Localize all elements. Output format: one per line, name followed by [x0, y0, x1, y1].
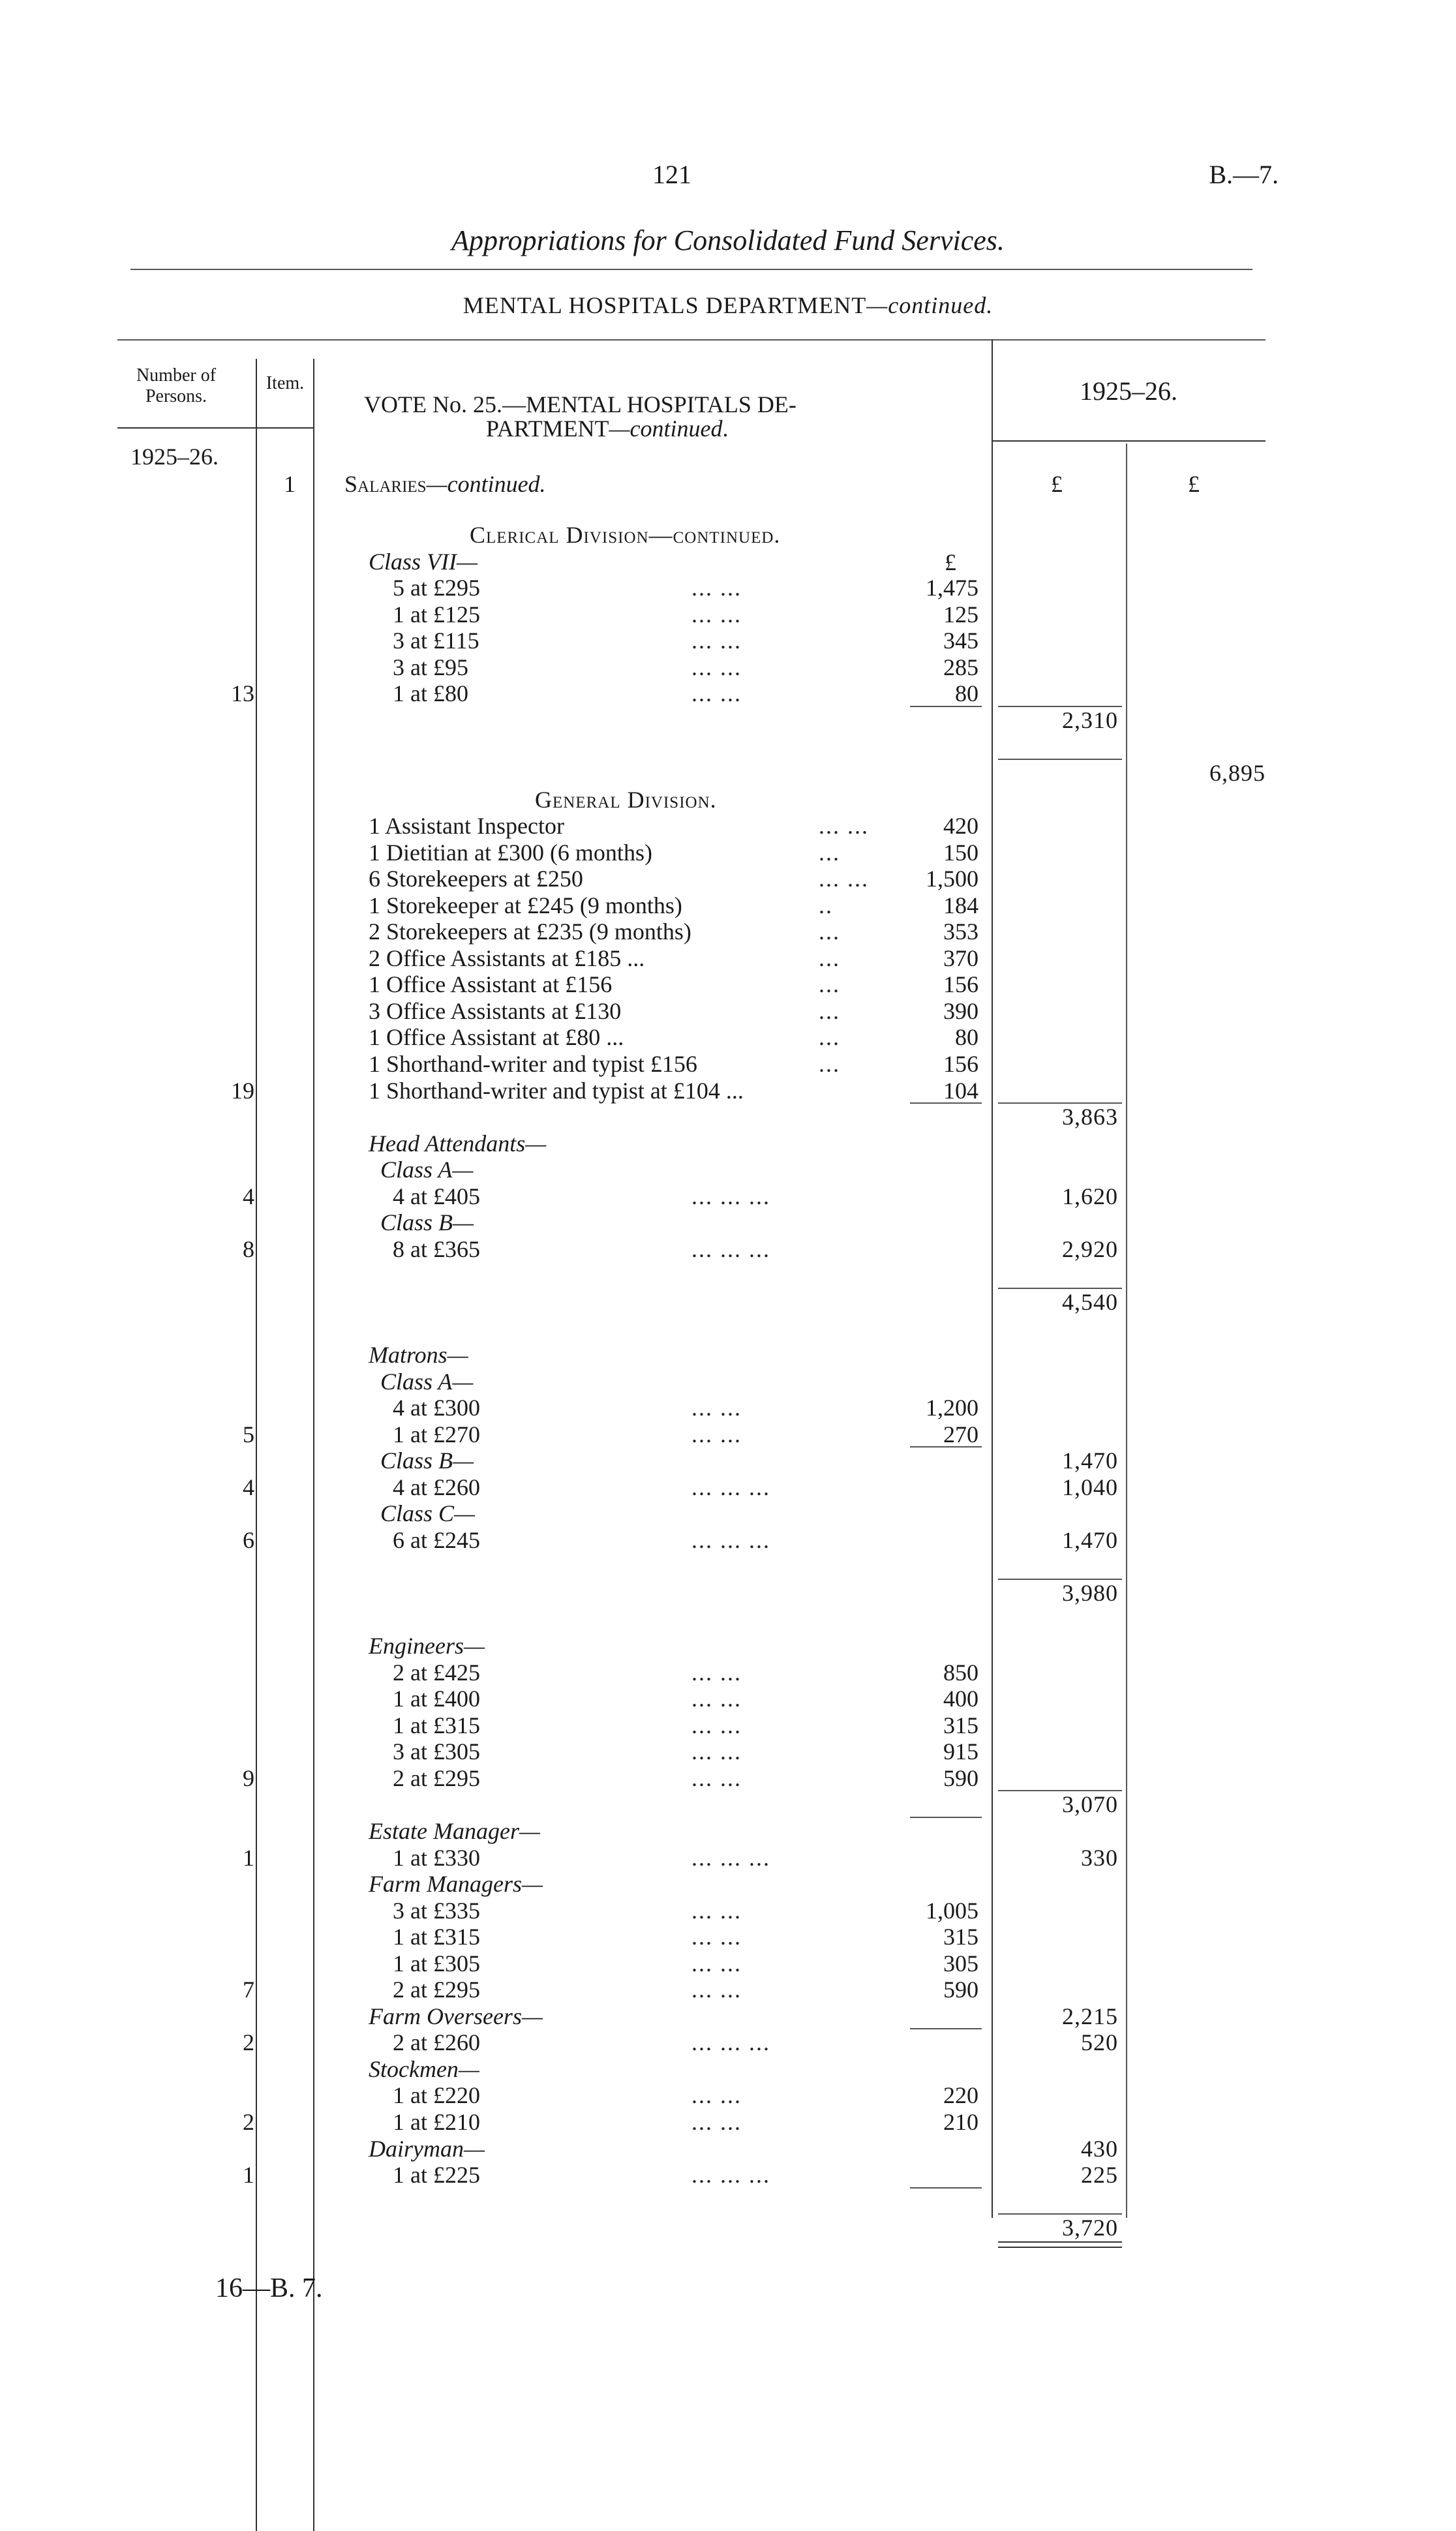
leader-dots: ... ...	[691, 1686, 742, 1712]
rate-entry: 1 at £305	[393, 1950, 480, 1977]
department-name: MENTAL HOSPITALS DEPARTMENT	[463, 292, 867, 318]
group-heading: Stockmen—	[369, 2055, 479, 2082]
persons-count: 13	[231, 680, 254, 707]
detail-amount: 345	[943, 628, 978, 654]
title-rule	[130, 269, 1252, 270]
persons-count: 2	[243, 2109, 254, 2135]
leader-dots: ... ...	[691, 2109, 742, 2135]
table-row	[0, 813, 1456, 839]
page-footer: 16—B. 7.	[215, 2273, 323, 2303]
leader-dots: ... ... ...	[691, 2162, 770, 2189]
rate-entry: 1 at £125	[393, 601, 480, 628]
subtotal-amount: 1,040	[1062, 1474, 1118, 1500]
group-heading: Matrons—	[369, 1342, 468, 1369]
total-rule	[998, 1288, 1122, 1289]
leader-dots: ... ... ...	[691, 1844, 770, 1871]
table-row	[0, 1633, 1456, 1659]
table-row	[0, 840, 1456, 866]
rate-entry: 2 at £295	[393, 1765, 480, 1791]
class-heading: Class VII—	[369, 548, 478, 575]
detail-amount: 1,200	[926, 1395, 978, 1421]
final-total-rule	[998, 2241, 1122, 2243]
subtotal-amount: 2,920	[1062, 1235, 1118, 1262]
vote-title-line-2	[486, 416, 729, 442]
group-heading: Dairyman—	[369, 2135, 485, 2162]
subtotal-amount: 1,620	[1062, 1183, 1118, 1209]
detail-amount: 315	[943, 1712, 978, 1738]
subtotal-amount: 4,540	[1062, 1288, 1118, 1315]
staff-entry: 1 Storekeeper at £245 (9 months)	[369, 892, 682, 918]
rate-entry: 2 at £425	[393, 1659, 480, 1686]
leader-dots: ...	[819, 918, 840, 945]
table-row	[0, 1342, 1456, 1368]
table-row	[0, 654, 1456, 680]
rate-entry: 1 at £220	[393, 2082, 480, 2109]
group-heading: Estate Manager—	[369, 1817, 540, 1844]
table-row	[0, 1421, 1456, 1447]
header-rule-right	[992, 440, 1266, 442]
table-row	[0, 2003, 1456, 2029]
detail-amount: 315	[943, 1924, 978, 1950]
column-sum-rule	[910, 2187, 982, 2189]
subtotal-amount: 2,215	[1062, 2003, 1118, 2029]
staff-entry: 1 Office Assistant at £80 ...	[369, 1024, 624, 1051]
table-row	[0, 866, 1456, 892]
detail-amount: 1,475	[926, 575, 978, 601]
group-heading: Farm Managers—	[369, 1871, 543, 1898]
persons-count: 9	[243, 1765, 254, 1791]
table-row	[0, 1712, 1456, 1738]
item-number: 1	[284, 471, 296, 497]
total-rule	[998, 759, 1122, 760]
column-sum-rule	[910, 1817, 982, 1818]
column-sum-rule	[910, 706, 982, 707]
table-row	[0, 1130, 1456, 1157]
rate-entry: 8 at £365	[393, 1235, 480, 1262]
table-row	[0, 733, 1456, 759]
table-row	[0, 1078, 1456, 1104]
table-row	[0, 2162, 1456, 2188]
persons-year: 1925–26.	[130, 444, 219, 470]
leader-dots: ... ...	[691, 680, 742, 707]
table-row	[0, 2029, 1456, 2055]
page-reference: B.—7.	[1209, 160, 1279, 189]
persons-count: 5	[243, 1421, 254, 1447]
persons-count: 1	[243, 1844, 254, 1871]
table-row	[0, 2215, 1456, 2241]
table-row	[0, 998, 1456, 1024]
detail-amount: 125	[943, 601, 978, 628]
table-row	[0, 1845, 1456, 1871]
rate-entry: 5 at £295	[393, 575, 480, 601]
rate-entry: 1 at £210	[393, 2109, 480, 2135]
rate-entry: 2 at £295	[393, 1977, 480, 2003]
table-row	[0, 2189, 1456, 2215]
detail-amount: 184	[943, 892, 978, 918]
group-heading: Farm Overseers—	[369, 2003, 543, 2029]
leader-dots: ... ... ...	[691, 1474, 770, 1500]
page-number: 121	[652, 160, 691, 189]
detail-amount: 370	[943, 945, 978, 971]
rate-entry: 3 at £115	[393, 628, 479, 654]
leader-dots: ...	[819, 945, 840, 971]
class-heading: Class A—	[380, 1157, 474, 1183]
vote-title-word: PARTMENT	[486, 416, 609, 442]
detail-amount: 590	[943, 1977, 978, 2003]
detail-amount: 210	[943, 2109, 978, 2135]
leader-dots: ... ... ...	[691, 2029, 770, 2056]
rate-entry: 2 at £260	[393, 2029, 480, 2056]
table-row	[0, 918, 1456, 945]
rate-entry: 1 at £80	[393, 680, 468, 707]
table-row	[0, 2082, 1456, 2108]
staff-entry: 6 Storekeepers at £250	[369, 866, 583, 892]
subtotal-amount: 3,070	[1062, 1791, 1118, 1818]
detail-amount: 353	[943, 918, 978, 945]
table-row	[0, 1474, 1456, 1500]
table-row	[0, 522, 1456, 548]
persons-count: 6	[243, 1526, 254, 1553]
total-rule	[998, 706, 1122, 707]
table-row	[0, 1262, 1456, 1288]
column-sum-rule	[910, 1102, 982, 1104]
subtotal-amount: 3,720	[1062, 2215, 1118, 2241]
rate-entry: 1 at £315	[393, 1924, 480, 1950]
department-suffix: —continued.	[866, 292, 993, 318]
persons-count: 8	[243, 1235, 254, 1262]
table-top-rule	[117, 339, 1266, 341]
table-row	[0, 1395, 1456, 1421]
table-row	[0, 1977, 1456, 2003]
table-row	[0, 1316, 1456, 1342]
leader-dots: ...	[819, 1051, 840, 1077]
subtotal-amount: 330	[1081, 1844, 1118, 1871]
table-row	[0, 1580, 1456, 1606]
table-row	[0, 1183, 1456, 1209]
staff-entry: 1 Dietitian at £300 (6 months)	[369, 839, 652, 866]
leader-dots: ... ...	[691, 1659, 742, 1686]
table-row	[0, 1289, 1456, 1315]
subtotal-amount: 1,470	[1062, 1447, 1118, 1474]
class-heading: Class A—	[380, 1368, 474, 1395]
detail-amount: 220	[943, 2082, 978, 2109]
table-row	[0, 1660, 1456, 1686]
table-row	[0, 1898, 1456, 1924]
leader-dots: ..	[819, 892, 833, 918]
rate-entry: 3 at £305	[393, 1738, 480, 1765]
leader-dots: ...	[819, 1024, 840, 1051]
subtotal-amount: 225	[1081, 2162, 1118, 2189]
rate-entry: 6 at £245	[393, 1526, 480, 1553]
detail-amount: 390	[943, 997, 978, 1024]
table-row	[0, 892, 1456, 918]
header-rule-left	[117, 427, 313, 429]
vote-title-suffix: —continued	[609, 416, 723, 442]
detail-amount: 156	[943, 971, 978, 998]
table-row	[0, 1765, 1456, 1791]
total-rule	[998, 1790, 1122, 1791]
table-row	[0, 2136, 1456, 2162]
table-row	[0, 1924, 1456, 1950]
rate-entry: 1 at £400	[393, 1686, 480, 1712]
detail-amount: 80	[955, 680, 978, 707]
staff-entry: 2 Storekeepers at £235 (9 months)	[369, 918, 691, 945]
table-row	[0, 1527, 1456, 1553]
staff-entry: 1 Assistant Inspector	[369, 813, 564, 840]
leader-dots: ... ...	[691, 1738, 742, 1765]
leader-dots: ... ... ...	[691, 1526, 770, 1553]
staff-entry: 2 Office Assistants at £185 ...	[369, 945, 645, 971]
table-row	[0, 1553, 1456, 1579]
class-heading: Class B—	[380, 1209, 474, 1236]
table-row	[0, 945, 1456, 971]
detail-amount: 420	[943, 813, 978, 840]
table-row	[0, 707, 1456, 733]
class-heading: Class B—	[380, 1447, 474, 1474]
table-row	[0, 1157, 1456, 1183]
table-row	[0, 760, 1456, 786]
leader-dots: ... ...	[691, 1950, 742, 1977]
table-row	[0, 1024, 1456, 1050]
pound-sign-total: £	[1188, 471, 1200, 497]
leader-dots: ...	[819, 839, 840, 866]
page-title: Appropriations for Consolidated Fund Services.	[451, 224, 1005, 256]
detail-amount: 270	[943, 1421, 978, 1447]
subtotal-amount: 3,980	[1062, 1580, 1118, 1606]
rate-entry: 3 at £335	[393, 1897, 480, 1924]
leader-dots: ... ... ...	[691, 1235, 770, 1262]
detail-amount: 80	[955, 1024, 978, 1051]
salaries-heading	[344, 471, 546, 497]
persons-count: 2	[243, 2029, 254, 2056]
column-sum-rule	[910, 2028, 982, 2029]
total-rule	[998, 1102, 1122, 1104]
table-row	[0, 1447, 1456, 1474]
subtotal-amount: 520	[1081, 2029, 1118, 2056]
detail-amount: 1,500	[926, 866, 978, 892]
leader-dots: ... ...	[691, 575, 742, 601]
leader-dots: ... ...	[819, 813, 869, 840]
staff-entry: 3 Office Assistants at £130	[369, 997, 622, 1024]
subtotal-amount: 430	[1081, 2135, 1118, 2162]
table-row	[0, 1686, 1456, 1712]
table-row	[0, 1209, 1456, 1235]
rate-entry: 4 at £300	[393, 1395, 480, 1421]
leader-dots: ...	[819, 971, 840, 998]
subtotal-amount: 3,863	[1062, 1104, 1118, 1130]
leader-dots: ... ...	[691, 1421, 742, 1447]
leader-dots: ... ...	[691, 1712, 742, 1738]
item-column-header: Item.	[265, 373, 305, 393]
leader-dots: ... ...	[691, 2082, 742, 2109]
table-row	[0, 1818, 1456, 1844]
table-row	[0, 1950, 1456, 1977]
detail-amount: 590	[943, 1765, 978, 1791]
table-row	[0, 1791, 1456, 1817]
table-row	[0, 1051, 1456, 1077]
vote-title-line-1: VOTE No. 25.—MENTAL HOSPITALS DE-	[364, 391, 796, 417]
department-heading	[0, 292, 1456, 318]
detail-amount: 150	[943, 839, 978, 866]
table-row	[0, 1607, 1456, 1633]
division-heading: Clerical Division—continued.	[470, 522, 781, 548]
persons-count: 1	[243, 2162, 254, 2189]
class-heading: Class C—	[380, 1500, 476, 1527]
staff-entry: 1 Shorthand-writer and typist at £104 ...	[369, 1077, 744, 1104]
leader-dots: ...	[819, 997, 840, 1024]
total-amount: 6,895	[1209, 759, 1266, 786]
rate-entry: 1 at £225	[393, 2162, 480, 2189]
table-row	[0, 628, 1456, 654]
table-row	[0, 601, 1456, 628]
column-sum-rule	[910, 1446, 982, 1447]
leader-dots: ... ...	[691, 1897, 742, 1924]
staff-entry: 1 Shorthand-writer and typist £156	[369, 1051, 697, 1077]
detail-amount: 156	[943, 1051, 978, 1077]
subtotal-amount: 2,310	[1062, 706, 1118, 733]
table-row	[0, 1236, 1456, 1262]
pound-sign-detail: £	[945, 549, 956, 575]
rate-entry: 4 at £405	[393, 1183, 480, 1209]
leader-dots: ... ...	[691, 654, 742, 680]
table-row	[0, 680, 1456, 706]
detail-amount: 104	[943, 1077, 978, 1104]
rate-entry: 4 at £260	[393, 1474, 480, 1500]
table-row	[0, 549, 1456, 575]
table-row	[0, 787, 1456, 813]
year-column-header: 1925–26.	[1080, 376, 1177, 406]
rate-entry: 3 at £95	[393, 654, 468, 680]
leader-dots: ... ...	[819, 866, 869, 892]
detail-amount: 1,005	[926, 1897, 978, 1924]
persons-count: 4	[243, 1183, 254, 1209]
table-row	[0, 2109, 1456, 2135]
table-row	[0, 1871, 1456, 1897]
table-row	[0, 971, 1456, 997]
table-row	[0, 1738, 1456, 1765]
rate-entry: 1 at £270	[393, 1421, 480, 1447]
subtotal-amount: 1,470	[1062, 1526, 1118, 1553]
pound-sign-subtotal: £	[1051, 471, 1063, 497]
group-heading: Head Attendants—	[369, 1130, 547, 1157]
salaries-word: Salaries	[344, 471, 427, 497]
table-row	[0, 1104, 1456, 1130]
detail-amount: 850	[943, 1659, 978, 1686]
leader-dots: ... ...	[691, 1924, 742, 1950]
vote-title-end: .	[722, 416, 729, 442]
leader-dots: ... ...	[691, 601, 742, 628]
rate-entry: 1 at £315	[393, 1712, 480, 1738]
detail-amount: 915	[943, 1738, 978, 1765]
staff-entry: 1 Office Assistant at £156	[369, 971, 613, 998]
leader-dots: ... ...	[691, 1765, 742, 1791]
table-row	[0, 1369, 1456, 1395]
division-heading: General Division.	[535, 786, 717, 813]
persons-count: 7	[243, 1977, 254, 2003]
salaries-suffix: —continued.	[426, 471, 546, 497]
rate-entry: 1 at £330	[393, 1844, 480, 1871]
table-row	[0, 2056, 1456, 2082]
table-row	[0, 575, 1456, 601]
detail-amount: 305	[943, 1950, 978, 1977]
detail-amount: 400	[943, 1686, 978, 1712]
total-rule	[998, 1579, 1122, 1580]
leader-dots: ... ...	[691, 1395, 742, 1421]
persons-count: 4	[243, 1474, 254, 1500]
detail-amount: 285	[943, 654, 978, 680]
leader-dots: ... ... ...	[691, 1183, 770, 1209]
final-total-rule	[998, 2247, 1122, 2248]
persons-column-header: Number of Persons.	[136, 365, 217, 406]
group-heading: Engineers—	[369, 1633, 485, 1660]
leader-dots: ... ...	[691, 1977, 742, 2003]
table-row	[0, 1500, 1456, 1526]
total-rule	[998, 2213, 1122, 2215]
leader-dots: ... ...	[691, 628, 742, 654]
persons-count: 19	[231, 1077, 254, 1104]
